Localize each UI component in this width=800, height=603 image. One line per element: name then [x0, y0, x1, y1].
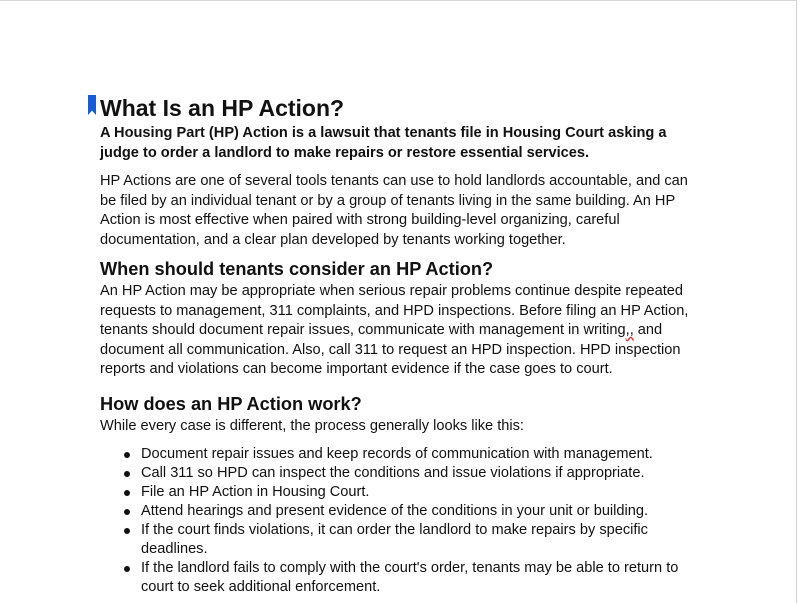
section-heading-when: When should tenants consider an HP Action? — [100, 259, 494, 279]
section-when-paragraph — [100, 282, 700, 380]
section-when-text-1: An HP Action may be appropriate when serious repair problems continue despite repeated requests to management, 311 complaints, and HPD inspections. Before filing an HP Action, tenants should document repair issues, communicate with management in writing — [100, 283, 689, 338]
bullet-icon — [124, 471, 130, 477]
bullet-icon — [124, 490, 130, 496]
list-item — [100, 559, 700, 597]
list-item — [100, 502, 700, 521]
list-item — [100, 445, 700, 464]
title-row — [100, 94, 700, 122]
section-heading-how: How does an HP Action work? — [100, 393, 362, 414]
list-item — [100, 521, 700, 559]
document-body — [100, 94, 700, 597]
list-item-text: File an HP Action in Housing Court. — [141, 484, 370, 500]
section-when-text-2: and document all communication. Also, call 311 to request an HPD inspection. HPD inspection reports and violations can become important evidence if the case goes to court. — [100, 322, 681, 377]
section-how-intro: While every case is different, the process generally looks like this: — [100, 417, 524, 434]
bullet-icon — [124, 528, 130, 534]
lead-paragraph: A Housing Part (HP) Action is a lawsuit that tenants file in Housing Court asking a judge to order a landlord to make repairs or restore essential services. — [100, 125, 667, 161]
list-item-text: If the court finds violations, it can order the landlord to make repairs by specific deadlines. — [141, 522, 648, 557]
list-item-text: Call 311 so HPD can inspect the conditions and issue violations if appropriate. — [141, 465, 645, 481]
list-item — [100, 464, 700, 483]
page-title: What Is an HP Action? — [100, 95, 345, 121]
bullet-icon — [124, 566, 130, 572]
list-item-text: If the landlord fails to comply with the court's order, tenants may be able to return to court to seek additional enforcement. — [141, 560, 679, 595]
bullet-icon — [124, 509, 130, 515]
list-item — [100, 483, 700, 502]
list-item-text: Attend hearings and present evidence of the conditions in your unit or building. — [141, 503, 649, 519]
spelling-mark[interactable]: ,, — [625, 322, 634, 338]
steps-list — [100, 445, 700, 597]
bullet-icon — [124, 452, 130, 458]
list-item-text: Document repair issues and keep records of communication with management. — [141, 446, 653, 462]
intro-paragraph: HP Actions are one of several tools tenants can use to hold landlords accountable, and can be filed by an individual tenant or by a group of tenants living in the same building. An HP Action is most effective when paired with strong building-level organizing, careful documentation, and a clear plan developed by tenants working together. — [100, 173, 688, 248]
